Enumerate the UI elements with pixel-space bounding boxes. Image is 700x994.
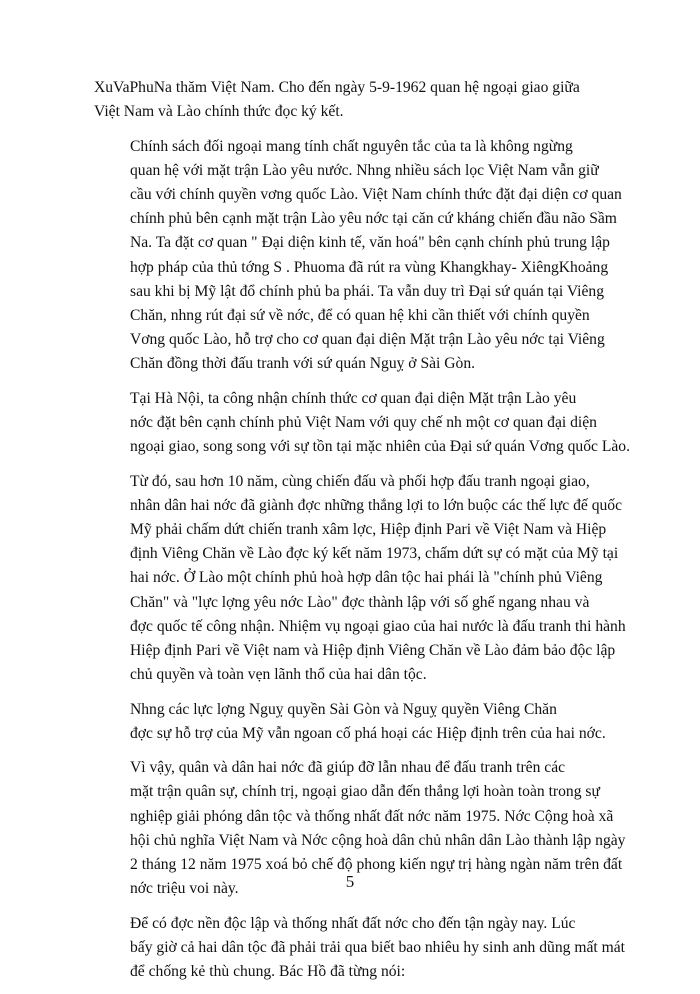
text-line: nớc triệu voi này. — [130, 880, 239, 898]
text-line: cầu với chính quyền vơng quốc Lào. Việt Nam chính thức đặt đại diện cơ quan — [130, 186, 622, 203]
text-line: Chăn" và "lực lợng yêu nớc Lào" đợc thành lập với số ghế ngang nhau và — [130, 593, 590, 611]
paragraph — [94, 76, 650, 124]
text-line: Tại Hà Nội, ta công nhận chính thức cơ quan đại diện Mặt trận Lào yêu — [130, 389, 577, 407]
text-line: đợc quốc tế công nhận. Nhiệm vụ ngoại giao của hai nước là đấu tranh thi hành — [130, 617, 626, 635]
paragraph — [94, 698, 650, 746]
text-line: bấy giờ cả hai dân tộc đã phải trải qua biết bao nhiêu hy sinh anh dũng mất mát — [130, 938, 625, 956]
text-line: quan hệ với mặt trận Lào yêu nước. Nhng nhiều sách lọc Việt Nam vẫn giữ — [130, 161, 599, 179]
text-line: định Viêng Chăn về Lào đợc ký kết năm 1973, chấm dứt sự có mặt của Mỹ tại — [130, 545, 619, 563]
body-text — [94, 76, 650, 994]
text-line: XuVaPhuNa thăm Việt Nam. Cho đến ngày 5-9-1962 quan hệ ngoại giao giữa — [94, 79, 580, 96]
text-line: Vì vậy, quân và dân hai nớc đã giúp đỡ lẫn nhau để đấu tranh trên các — [130, 759, 566, 777]
paragraph — [94, 135, 650, 377]
text-line: chính phủ bên cạnh mặt trận Lào yêu nớc tại căn cứ kháng chiến đầu não Sầm — [130, 210, 617, 228]
page-number: 5 — [345, 872, 355, 891]
text-line: hợp pháp của thủ tớng S . Phuoma đã rút ra vùng Khangkhay- XiêngKhoảng — [130, 258, 609, 276]
text-line: đợc sự hỗ trợ của Mỹ vẫn ngoan cố phá hoại các Hiệp định trên của hai nớc. — [130, 724, 606, 742]
paragraph — [94, 912, 650, 985]
text-line: Từ đó, sau hơn 10 năm, cùng chiến đấu và phối hợp đấu tranh ngoại giao, — [130, 472, 590, 490]
text-line: hội chủ nghĩa Việt Nam và Nớc cộng hoà dân chủ nhân dân Lào thành lập ngày — [130, 831, 626, 849]
text-line: sau khi bị Mỹ lật đổ chính phủ ba phái. Ta vẫn duy trì Đại sứ quán tại Viêng — [130, 282, 605, 300]
text-line: mặt trận quân sự, chính trị, ngoại giao dẫn đến thắng lợi hoàn toàn trong sự — [130, 783, 600, 801]
paragraph — [94, 470, 650, 688]
text-line: nghiệp giải phóng dân tộc và thống nhất đất nớc năm 1975. Nớc Cộng hoà xã — [130, 807, 614, 825]
text-line: 2 tháng 12 năm 1975 xoá bỏ chế độ phong kiến ngự trị hàng ngàn năm trên đất — [130, 856, 623, 874]
paragraph — [94, 387, 650, 460]
text-line: hai nớc. Ở Lào một chính phủ hoà hợp dân tộc hai phái là "chính phủ Viêng — [130, 569, 603, 587]
text-line: Chăn, nhng rút đại sứ về nớc, để có quan hệ khi cần thiết với chính quyền — [130, 307, 590, 325]
text-line: Để có đợc nền độc lập và thống nhất đất nớc cho đến tận ngày nay. Lúc — [130, 914, 576, 932]
text-line: Chính sách đối ngoại mang tính chất nguyên tắc của ta là không ngừng — [130, 137, 573, 155]
text-line: Hiệp định Pari về Việt nam và Hiệp định Viêng Chăn về Lào đảm bảo độc lập — [130, 642, 616, 660]
text-line: Na. Ta đặt cơ quan " Đại diện kinh tế, văn hoá" bên cạnh chính phủ trung lập — [130, 234, 610, 252]
text-line: nhân dân hai nớc đã giành đợc những thắng lợi to lớn buộc các thế lực đế quốc — [130, 496, 623, 514]
text-line: Mỹ phải chấm dứt chiến tranh xâm lợc, Hiệp định Pari về Việt Nam và Hiệp — [130, 521, 607, 539]
text-line: để chống kẻ thù chung. Bác Hồ đã từng nói: — [130, 963, 406, 981]
text-line: Nhng các lực lợng Nguỵ quyền Sài Gòn và Nguỵ quyền Viêng Chăn — [130, 700, 557, 718]
text-line: Việt Nam và Lào chính thức đọc ký kết. — [94, 103, 344, 121]
text-line: Chăn đồng thời đấu tranh với sứ quán Nguỵ ở Sài Gòn. — [130, 355, 476, 373]
text-line: Vơng quốc Lào, hỗ trợ cho cơ quan đại diện Mặt trận Lào yêu nớc tại Viêng — [130, 331, 605, 349]
text-line: chủ quyền và toàn vẹn lãnh thổ của hai dân tộc. — [130, 666, 427, 684]
text-line: nớc đặt bên cạnh chính phủ Việt Nam với quy chế nh một cơ quan đại diện — [130, 414, 597, 432]
text-line: ngoại giao, song song với sự tồn tại mặc nhiên của Đại sứ quán Vơng quốc Lào. — [130, 438, 630, 456]
